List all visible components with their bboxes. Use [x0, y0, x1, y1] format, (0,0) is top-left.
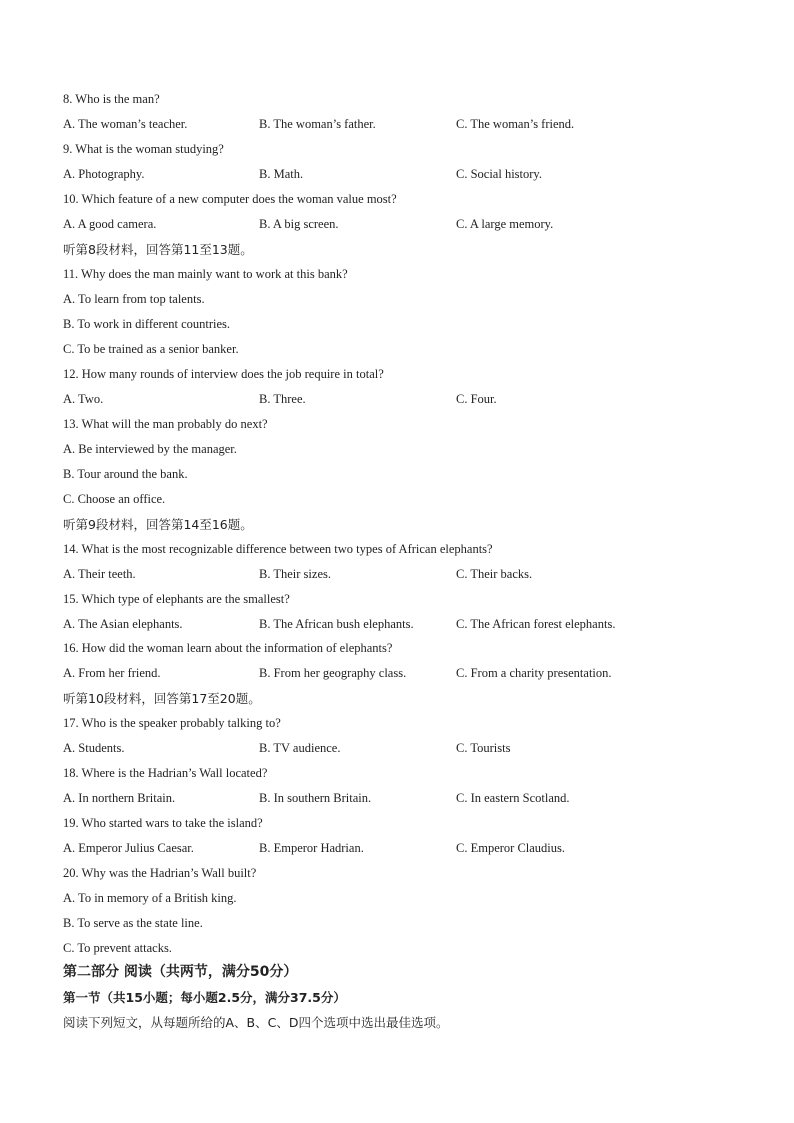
question-19-options [63, 836, 743, 861]
question-10: 10. Which feature of a new computer does the woman value most? [63, 192, 397, 206]
question-15-options [63, 612, 743, 637]
question-11-option-a: A. To learn from top talents. [63, 292, 205, 306]
question-18: 18. Where is the Hadrian’s Wall located? [63, 766, 268, 780]
option-c: C. Social history. [456, 167, 542, 181]
question-12: 12. How many rounds of interview does the job require in total? [63, 367, 384, 381]
option-c: C. From a charity presentation. [456, 666, 612, 680]
question-16: 16. How did the woman learn about the information of elephants? [63, 641, 393, 655]
question-13-option-a: A. Be interviewed by the manager. [63, 442, 237, 456]
option-c: C. In eastern Scotland. [456, 791, 570, 805]
question-14: 14. What is the most recognizable difference between two types of African elephants? [63, 542, 493, 556]
section-9-instruction: 听第9段材料，回答第14至16题。 [63, 517, 253, 532]
question-20-option-c: C. To prevent attacks. [63, 941, 172, 955]
question-12-options [63, 387, 743, 412]
option-c: C. Their backs. [456, 567, 533, 581]
option-b: B. The African bush elephants. [259, 617, 414, 631]
question-11-option-c: C. To be trained as a senior banker. [63, 342, 239, 356]
question-13-option-b: B. Tour around the bank. [63, 467, 188, 481]
option-a: A. Two. [63, 392, 104, 406]
question-20-option-a: A. To in memory of a British king. [63, 891, 237, 905]
question-17: 17. Who is the speaker probably talking to? [63, 716, 281, 730]
option-b: B. Three. [259, 392, 306, 406]
question-10-options [63, 212, 743, 237]
question-14-options [63, 562, 743, 587]
option-a: A. Their teeth. [63, 567, 136, 581]
option-c: C. The African forest elephants. [456, 617, 616, 631]
question-20-option-b: B. To serve as the state line. [63, 916, 203, 930]
question-13: 13. What will the man probably do next? [63, 417, 268, 431]
question-13-option-c: C. Choose an office. [63, 492, 166, 506]
question-16-options [63, 661, 743, 686]
question-17-options [63, 736, 743, 761]
question-11-option-b: B. To work in different countries. [63, 317, 231, 331]
option-b: B. Emperor Hadrian. [259, 841, 364, 855]
option-b: B. The woman’s father. [259, 117, 376, 131]
section-1-subheading: 第一节（共15小题；每小题2.5分，满分37.5分） [63, 990, 346, 1005]
option-c: C. Four. [456, 392, 497, 406]
option-b: B. From her geography class. [259, 666, 407, 680]
option-c: C. Emperor Claudius. [456, 841, 566, 855]
option-a: A. The Asian elephants. [63, 617, 183, 631]
option-a: A. From her friend. [63, 666, 161, 680]
option-a: A. The woman’s teacher. [63, 117, 188, 131]
question-11: 11. Why does the man mainly want to work at this bank? [63, 267, 348, 281]
question-8-options [63, 112, 743, 137]
option-a: A. Photography. [63, 167, 145, 181]
option-c: C. Tourists [456, 741, 511, 755]
question-20: 20. Why was the Hadrian’s Wall built? [63, 866, 257, 880]
reading-instruction: 阅读下列短文，从每题所给的A、B、C、D四个选项中选出最佳选项。 [63, 1015, 449, 1030]
option-a: A. In northern Britain. [63, 791, 176, 805]
section-10-instruction: 听第10段材料，回答第17至20题。 [63, 691, 261, 706]
option-b: B. In southern Britain. [259, 791, 372, 805]
option-c: C. A large memory. [456, 217, 554, 231]
option-b: B. Math. [259, 167, 304, 181]
question-15: 15. Which type of elephants are the smallest? [63, 592, 290, 606]
question-9: 9. What is the woman studying? [63, 142, 224, 156]
option-a: A. Students. [63, 741, 125, 755]
question-18-options [63, 786, 743, 811]
option-b: B. A big screen. [259, 217, 339, 231]
option-c: C. The woman’s friend. [456, 117, 575, 131]
part-2-heading: 第二部分 阅读（共两节，满分50分） [63, 964, 298, 980]
question-8: 8. Who is the man? [63, 92, 160, 106]
option-a: A. A good camera. [63, 217, 157, 231]
option-b: B. Their sizes. [259, 567, 331, 581]
question-19: 19. Who started wars to take the island? [63, 816, 263, 830]
question-9-options [63, 162, 743, 187]
option-b: B. TV audience. [259, 741, 341, 755]
section-8-instruction: 听第8段材料，回答第11至13题。 [63, 242, 253, 257]
option-a: A. Emperor Julius Caesar. [63, 841, 194, 855]
